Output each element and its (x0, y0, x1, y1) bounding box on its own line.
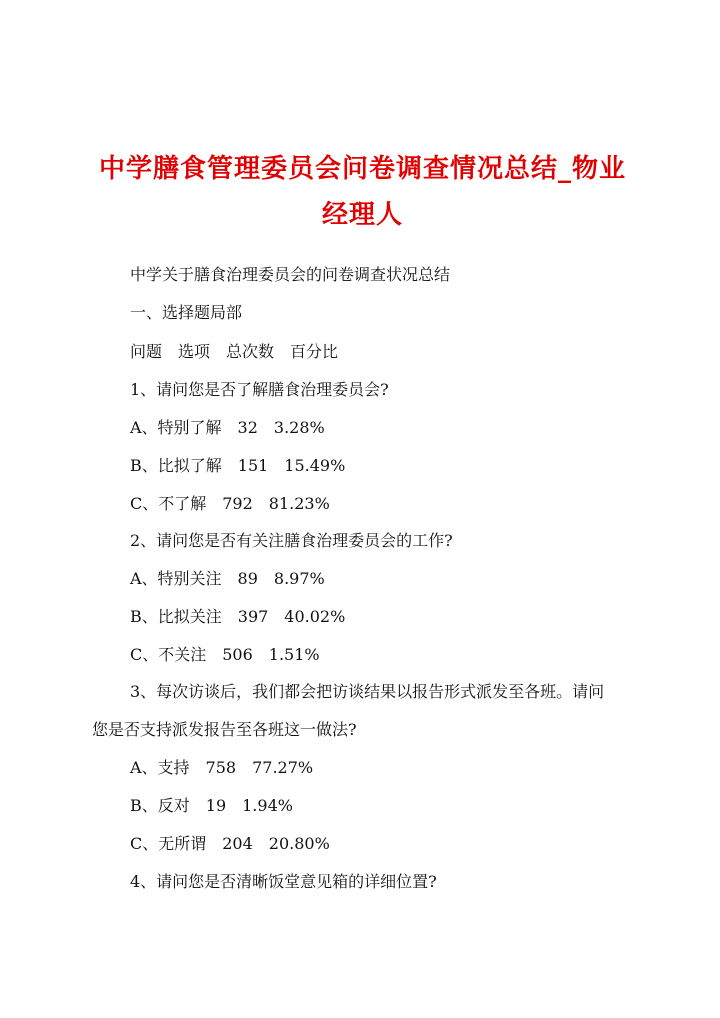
answer-3a: A、支持 758 77.27% (130, 758, 314, 777)
answer-3c: C、无所谓 204 20.80% (130, 834, 330, 853)
answer-1b: B、比拟了解 151 15.49% (130, 456, 346, 475)
question-1: 1、请问您是否了解膳食治理委员会? (130, 380, 389, 399)
answer-3b: B、反对 19 1.94% (130, 796, 293, 815)
intro-line: 中学关于膳食治理委员会的问卷调查状况总结 (130, 265, 451, 284)
question-3-line-2: 您是否支持派发报告至各班这一做法? (92, 720, 357, 739)
question-3-line-1: 3、每次访谈后，我们都会把访谈结果以报告形式派发至各班。请问 (130, 682, 605, 701)
section-heading: 一、选择题局部 (130, 303, 243, 322)
answer-1a: A、特别了解 32 3.28% (130, 418, 325, 437)
answer-2a: A、特别关注 89 8.97% (130, 569, 325, 588)
question-4: 4、请问您是否清晰饭堂意见箱的详细位置? (130, 872, 437, 891)
question-2: 2、请问您是否有关注膳食治理委员会的工作? (130, 531, 453, 550)
answer-1c: C、不了解 792 81.23% (130, 494, 330, 513)
table-header: 问题 选项 总次数 百分比 (130, 342, 339, 361)
document-title-line-2: 经理人 (321, 200, 403, 230)
answer-2b: B、比拟关注 397 40.02% (130, 607, 346, 626)
answer-2c: C、不关注 506 1.51% (130, 645, 320, 664)
document-title-line-1: 中学膳食管理委员会问卷调查情况总结_物业 (98, 154, 626, 184)
